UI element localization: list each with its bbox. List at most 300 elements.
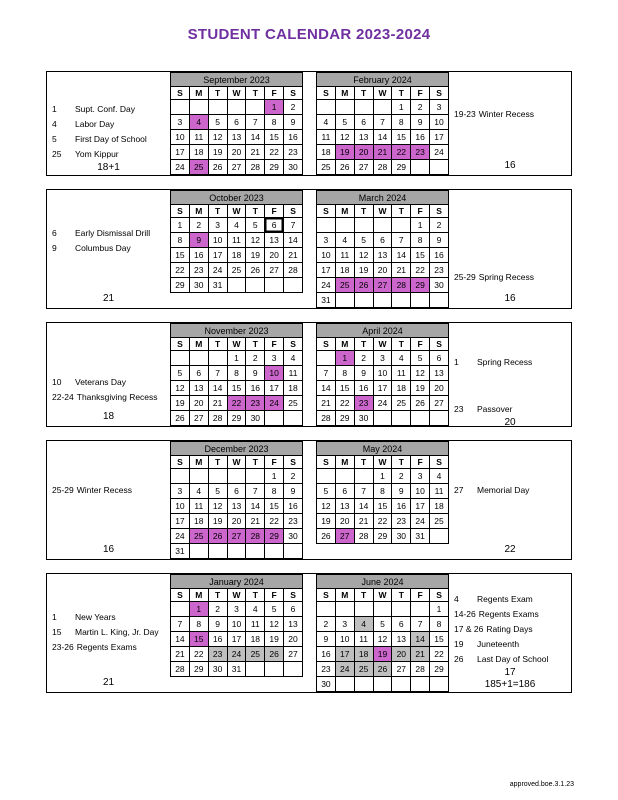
note-label: Juneteenth xyxy=(477,639,520,649)
day-cell: 8 xyxy=(335,366,354,381)
day-cell: 1 xyxy=(373,469,392,484)
calendar-note xyxy=(449,622,571,637)
day-cell: 18 xyxy=(284,381,303,396)
day-cell: 4 xyxy=(392,351,411,366)
note-label: Passover xyxy=(477,404,513,414)
count-block xyxy=(47,293,170,308)
calendar-note xyxy=(47,640,170,655)
weekday-header: T xyxy=(392,338,411,351)
day-cell: 14 xyxy=(246,130,265,145)
weekday-header: F xyxy=(411,589,430,602)
note-label: Thanksgiving Recess xyxy=(76,392,158,402)
day-cell: 20 xyxy=(430,381,449,396)
day-cell: 2 xyxy=(392,469,411,484)
weekday-header: S xyxy=(284,456,303,469)
weekday-header: S xyxy=(430,205,449,218)
day-cell: 10 xyxy=(208,233,227,248)
day-cell: 3 xyxy=(335,617,354,632)
day-cell: 29 xyxy=(411,278,430,293)
note-dates: 10 xyxy=(52,377,62,387)
day-cell: 3 xyxy=(171,484,190,499)
month-november xyxy=(170,323,303,426)
day-cell: 6 xyxy=(189,366,208,381)
weekday-header: S xyxy=(171,589,190,602)
day-cell: 28 xyxy=(246,529,265,544)
weekday-header: S xyxy=(317,589,336,602)
day-cell: 1 xyxy=(411,218,430,233)
weekday-header: W xyxy=(227,338,246,351)
count-block xyxy=(449,417,571,432)
day-cell: 22 xyxy=(373,514,392,529)
day-cell: 16 xyxy=(208,632,227,647)
day-cell: 31 xyxy=(171,544,190,559)
day-cell: 18 xyxy=(392,381,411,396)
day-cell xyxy=(411,602,430,617)
day-cell xyxy=(354,602,373,617)
day-cell: 6 xyxy=(265,218,284,233)
day-cell xyxy=(373,411,392,426)
note-dates: 17 & 26 xyxy=(454,624,484,634)
day-cell: 8 xyxy=(265,484,284,499)
day-cell: 12 xyxy=(246,233,265,248)
weekday-header: F xyxy=(411,87,430,100)
month-october xyxy=(170,190,303,308)
weekday-header: T xyxy=(354,338,373,351)
note-dates: 4 xyxy=(454,594,459,604)
day-cell: 5 xyxy=(171,366,190,381)
day-cell: 13 xyxy=(335,499,354,514)
day-cell: 24 xyxy=(373,396,392,411)
day-cell: 22 xyxy=(430,647,449,662)
day-cell: 2 xyxy=(411,100,430,115)
note-dates: 26 xyxy=(454,654,464,664)
day-cell: 7 xyxy=(373,115,392,130)
day-cell: 10 xyxy=(411,484,430,499)
day-cell: 18 xyxy=(189,514,208,529)
day-cell: 1 xyxy=(335,351,354,366)
calendar-note xyxy=(449,355,571,370)
day-cell: 27 xyxy=(354,160,373,175)
day-cell xyxy=(171,351,190,366)
month-may xyxy=(316,441,449,559)
day-cell: 14 xyxy=(317,381,336,396)
day-cell: 2 xyxy=(354,351,373,366)
calendar-note xyxy=(47,117,170,132)
day-cell xyxy=(265,662,284,677)
day-cell xyxy=(284,544,303,559)
day-cell: 27 xyxy=(227,160,246,175)
day-cell: 25 xyxy=(335,278,354,293)
day-cell: 2 xyxy=(317,617,336,632)
notes-list xyxy=(449,483,571,498)
day-cell xyxy=(411,411,430,426)
day-cell: 19 xyxy=(208,145,227,160)
day-cell: 7 xyxy=(246,484,265,499)
day-cell: 13 xyxy=(227,130,246,145)
day-cell: 9 xyxy=(208,617,227,632)
day-cell: 5 xyxy=(373,617,392,632)
day-cell: 26 xyxy=(354,278,373,293)
weekday-header: S xyxy=(317,205,336,218)
count-block xyxy=(47,162,170,177)
day-cell: 15 xyxy=(430,632,449,647)
day-cell: 9 xyxy=(411,115,430,130)
day-cell: 27 xyxy=(227,529,246,544)
weekday-header: S xyxy=(171,205,190,218)
day-cell: 9 xyxy=(246,366,265,381)
left-notes-column xyxy=(47,574,170,692)
day-cell: 29 xyxy=(335,411,354,426)
day-cell: 25 xyxy=(227,263,246,278)
month-september xyxy=(170,72,303,175)
note-dates: 25-29 xyxy=(52,485,74,495)
note-dates: 14-26 xyxy=(454,609,476,619)
day-cell: 11 xyxy=(189,499,208,514)
day-cell: 1 xyxy=(265,469,284,484)
day-cell: 27 xyxy=(392,662,411,677)
day-cell: 30 xyxy=(246,411,265,426)
day-cell: 13 xyxy=(284,617,303,632)
day-cell: 22 xyxy=(392,145,411,160)
day-cell: 19 xyxy=(208,514,227,529)
day-cell: 9 xyxy=(284,484,303,499)
month-table xyxy=(170,441,303,559)
day-cell: 1 xyxy=(265,100,284,115)
note-dates: 25-29 xyxy=(454,272,476,282)
day-cell: 11 xyxy=(317,130,336,145)
weekday-header: T xyxy=(208,205,227,218)
day-cell xyxy=(171,100,190,115)
day-cell xyxy=(335,602,354,617)
note-dates: 6 xyxy=(52,228,57,238)
day-cell xyxy=(392,218,411,233)
day-cell: 22 xyxy=(265,145,284,160)
day-cell xyxy=(430,677,449,692)
day-cell: 23 xyxy=(208,647,227,662)
note-dates: 1 xyxy=(52,612,57,622)
weekday-header: F xyxy=(265,589,284,602)
weekday-header: W xyxy=(373,456,392,469)
day-cell: 27 xyxy=(284,647,303,662)
day-cell: 17 xyxy=(208,248,227,263)
weekday-header: W xyxy=(373,338,392,351)
day-cell: 15 xyxy=(392,130,411,145)
day-cell: 12 xyxy=(265,617,284,632)
right-notes-column xyxy=(449,323,571,426)
day-cell: 10 xyxy=(171,499,190,514)
weekday-header: W xyxy=(373,589,392,602)
day-cell: 20 xyxy=(392,647,411,662)
day-cell: 23 xyxy=(284,145,303,160)
day-cell: 21 xyxy=(317,396,336,411)
note-label: Martin L. King, Jr. Day xyxy=(75,627,159,637)
day-cell xyxy=(392,602,411,617)
weekday-header: S xyxy=(430,338,449,351)
day-cell: 29 xyxy=(373,529,392,544)
day-cell: 17 xyxy=(430,130,449,145)
day-cell: 28 xyxy=(246,160,265,175)
day-cell xyxy=(227,544,246,559)
day-cell xyxy=(171,469,190,484)
day-cell: 31 xyxy=(411,529,430,544)
day-cell: 25 xyxy=(189,529,208,544)
calendar-row-jan-jun xyxy=(46,573,572,693)
day-cell: 5 xyxy=(317,484,336,499)
weekday-header: S xyxy=(171,87,190,100)
day-cell xyxy=(189,544,208,559)
day-cell: 11 xyxy=(189,130,208,145)
day-cell xyxy=(265,278,284,293)
day-cell xyxy=(208,544,227,559)
day-cell: 7 xyxy=(208,366,227,381)
day-cell: 19 xyxy=(317,514,336,529)
day-cell: 8 xyxy=(373,484,392,499)
day-cell: 3 xyxy=(430,100,449,115)
day-cell: 13 xyxy=(265,233,284,248)
note-label: Regents Exams xyxy=(478,609,539,619)
day-cell: 24 xyxy=(411,514,430,529)
note-dates: 22-24 xyxy=(52,392,74,402)
weekday-header: S xyxy=(317,456,336,469)
month-table xyxy=(170,323,303,426)
day-cell: 10 xyxy=(317,248,336,263)
note-label: Early Dismissal Drill xyxy=(75,228,151,238)
day-cell xyxy=(335,469,354,484)
weekday-header: W xyxy=(373,205,392,218)
day-cell: 16 xyxy=(354,381,373,396)
day-cell xyxy=(265,411,284,426)
day-cell: 4 xyxy=(189,484,208,499)
month-december xyxy=(170,441,303,559)
notes-list xyxy=(449,270,571,285)
attendance-count: 21 xyxy=(102,293,115,304)
month-table xyxy=(170,574,303,677)
day-cell xyxy=(430,529,449,544)
weekday-header: S xyxy=(430,456,449,469)
month-march xyxy=(316,190,449,308)
weekday-header: S xyxy=(171,338,190,351)
note-dates: 23 xyxy=(454,404,464,414)
day-cell: 23 xyxy=(430,263,449,278)
day-cell: 4 xyxy=(227,218,246,233)
weekday-header: T xyxy=(208,338,227,351)
day-cell: 1 xyxy=(392,100,411,115)
calendar-note xyxy=(47,483,170,498)
day-cell xyxy=(430,411,449,426)
month-table xyxy=(170,190,303,293)
day-cell: 9 xyxy=(430,233,449,248)
day-cell: 13 xyxy=(189,381,208,396)
weekday-header: M xyxy=(189,589,208,602)
day-cell: 22 xyxy=(171,263,190,278)
day-cell: 21 xyxy=(284,248,303,263)
day-cell: 5 xyxy=(354,233,373,248)
day-cell: 24 xyxy=(171,529,190,544)
day-cell: 25 xyxy=(246,647,265,662)
day-cell: 13 xyxy=(430,366,449,381)
day-cell: 26 xyxy=(317,529,336,544)
day-cell: 5 xyxy=(208,115,227,130)
month-name: October 2023 xyxy=(171,191,303,205)
day-cell: 9 xyxy=(189,233,208,248)
calendar-note xyxy=(449,592,571,607)
day-cell: 30 xyxy=(284,160,303,175)
day-cell: 15 xyxy=(265,499,284,514)
note-label: Supt. Conf. Day xyxy=(75,104,136,114)
calendar-note xyxy=(449,107,571,122)
month-name: March 2024 xyxy=(317,191,449,205)
calendar-note xyxy=(47,610,170,625)
day-cell: 1 xyxy=(189,602,208,617)
approval-note: approved.boe.3.1.23 xyxy=(509,781,574,788)
day-cell: 26 xyxy=(246,263,265,278)
weekday-header: T xyxy=(392,87,411,100)
weekday-header: W xyxy=(227,205,246,218)
day-cell xyxy=(373,218,392,233)
notes-list xyxy=(47,375,170,405)
left-notes-column xyxy=(47,72,170,175)
day-cell: 12 xyxy=(335,130,354,145)
day-cell: 11 xyxy=(430,484,449,499)
day-cell: 28 xyxy=(373,160,392,175)
day-cell: 16 xyxy=(430,248,449,263)
weekday-header: F xyxy=(265,87,284,100)
weekday-header: T xyxy=(354,87,373,100)
day-cell: 2 xyxy=(246,351,265,366)
day-cell xyxy=(265,544,284,559)
day-cell: 28 xyxy=(171,662,190,677)
month-february xyxy=(316,72,449,175)
day-cell xyxy=(373,677,392,692)
day-cell: 10 xyxy=(430,115,449,130)
left-notes-column xyxy=(47,323,170,426)
day-cell: 3 xyxy=(411,469,430,484)
note-label: Labor Day xyxy=(75,119,115,129)
day-cell: 29 xyxy=(430,662,449,677)
day-cell: 21 xyxy=(246,514,265,529)
note-dates: 19-23 xyxy=(454,109,476,119)
day-cell xyxy=(373,602,392,617)
right-notes-column xyxy=(449,574,571,692)
day-cell: 14 xyxy=(171,632,190,647)
note-dates: 1 xyxy=(454,357,459,367)
day-cell: 15 xyxy=(411,248,430,263)
weekday-header: F xyxy=(411,456,430,469)
day-cell: 19 xyxy=(354,263,373,278)
weekday-header: S xyxy=(284,87,303,100)
weekday-header: T xyxy=(392,589,411,602)
calendar-note xyxy=(449,483,571,498)
day-cell xyxy=(430,160,449,175)
day-cell xyxy=(189,100,208,115)
attendance-count: 20 xyxy=(504,417,516,428)
weekday-header: T xyxy=(354,456,373,469)
day-cell: 12 xyxy=(373,632,392,647)
day-cell xyxy=(354,469,373,484)
day-cell: 16 xyxy=(189,248,208,263)
left-notes-column xyxy=(47,190,170,308)
day-cell xyxy=(411,160,430,175)
calendar-note xyxy=(47,102,170,117)
note-label: Last Day of School xyxy=(477,654,549,664)
weekday-header: T xyxy=(354,589,373,602)
day-cell xyxy=(227,100,246,115)
day-cell: 11 xyxy=(246,617,265,632)
day-cell: 25 xyxy=(430,514,449,529)
day-cell: 30 xyxy=(208,662,227,677)
day-cell: 21 xyxy=(373,145,392,160)
day-cell xyxy=(227,469,246,484)
calendar-note xyxy=(449,270,571,285)
day-cell: 14 xyxy=(208,381,227,396)
right-notes-column xyxy=(449,441,571,559)
day-cell: 1 xyxy=(227,351,246,366)
day-cell: 26 xyxy=(411,396,430,411)
day-cell: 17 xyxy=(335,647,354,662)
weekday-header: T xyxy=(392,456,411,469)
weekday-header: T xyxy=(208,456,227,469)
day-cell: 2 xyxy=(284,469,303,484)
day-cell: 29 xyxy=(189,662,208,677)
day-cell: 3 xyxy=(317,233,336,248)
attendance-count: 18 xyxy=(102,411,115,422)
day-cell: 17 xyxy=(227,632,246,647)
count-block xyxy=(449,544,571,559)
day-cell: 5 xyxy=(246,218,265,233)
day-cell: 4 xyxy=(354,617,373,632)
day-cell: 27 xyxy=(189,411,208,426)
day-cell: 25 xyxy=(284,396,303,411)
day-cell xyxy=(189,469,208,484)
day-cell: 26 xyxy=(335,160,354,175)
day-cell xyxy=(411,293,430,308)
day-cell: 10 xyxy=(373,366,392,381)
day-cell: 19 xyxy=(411,381,430,396)
day-cell: 30 xyxy=(317,677,336,692)
day-cell: 15 xyxy=(189,632,208,647)
calendar-note xyxy=(449,637,571,652)
day-cell: 16 xyxy=(284,499,303,514)
day-cell xyxy=(284,411,303,426)
day-cell: 5 xyxy=(335,115,354,130)
weekday-header: F xyxy=(265,205,284,218)
day-cell: 10 xyxy=(265,366,284,381)
month-name: April 2024 xyxy=(317,324,449,338)
day-cell: 11 xyxy=(392,366,411,381)
calendar-row-sep-feb xyxy=(46,71,572,176)
day-cell xyxy=(246,544,265,559)
day-cell: 1 xyxy=(430,602,449,617)
day-cell: 13 xyxy=(354,130,373,145)
day-cell: 19 xyxy=(335,145,354,160)
day-cell xyxy=(246,469,265,484)
day-cell: 18 xyxy=(354,647,373,662)
weekday-header: T xyxy=(208,87,227,100)
calendar-note xyxy=(47,132,170,147)
day-cell xyxy=(171,602,190,617)
day-cell: 18 xyxy=(189,145,208,160)
weekday-header: T xyxy=(246,589,265,602)
day-cell: 11 xyxy=(284,366,303,381)
right-notes-column xyxy=(449,72,571,175)
day-cell: 4 xyxy=(189,115,208,130)
weekday-header: S xyxy=(430,87,449,100)
day-cell: 25 xyxy=(317,160,336,175)
note-dates: 4 xyxy=(52,119,57,129)
day-cell: 12 xyxy=(208,130,227,145)
day-cell: 21 xyxy=(411,647,430,662)
notes-list xyxy=(449,107,571,122)
